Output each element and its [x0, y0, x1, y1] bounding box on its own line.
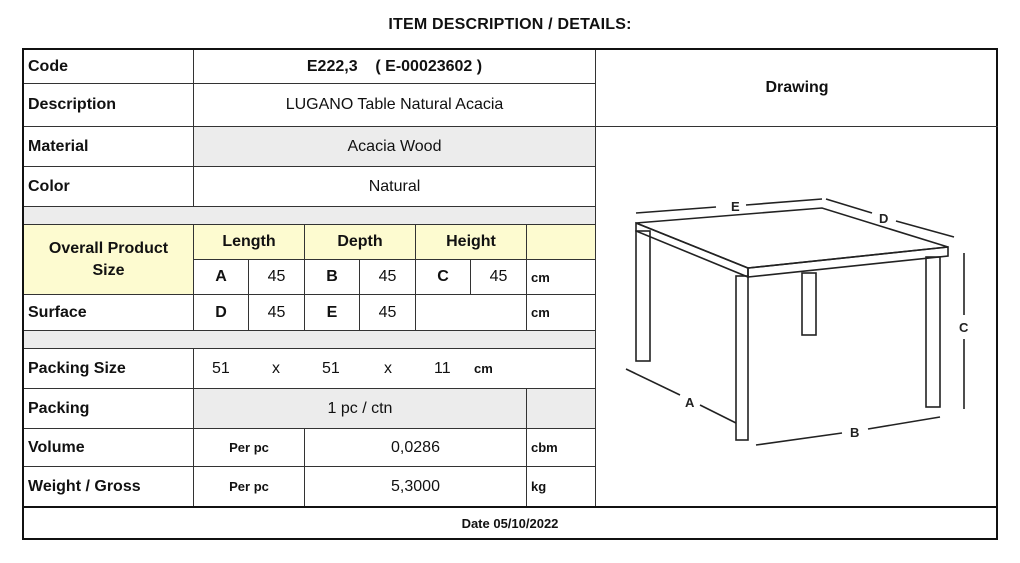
weight-label: Weight / Gross [24, 467, 194, 506]
dim-d-value: 45 [249, 295, 305, 331]
volume-value: 0,0286 [305, 429, 527, 467]
leg-back-right [802, 273, 816, 335]
volume-unit: cbm [527, 429, 596, 467]
color-label: Color [24, 167, 194, 207]
weight-value: 5,3000 [305, 467, 527, 506]
packing-label: Packing [24, 389, 194, 429]
dim-c-letter: C [416, 260, 471, 295]
material-value: Acacia Wood [194, 127, 596, 167]
packing-unit: cm [474, 361, 493, 376]
overall-size-label: Overall Product Size [24, 225, 194, 295]
volume-label: Volume [24, 429, 194, 467]
color-value: Natural [194, 167, 596, 207]
dim-e-value: 45 [360, 295, 416, 331]
dim-c-value: 45 [471, 260, 527, 295]
unit-header-blank [527, 225, 596, 260]
description-value: LUGANO Table Natural Acacia [194, 84, 596, 127]
packing-width: 51 [212, 359, 230, 377]
packing-size-label: Packing Size [24, 349, 194, 389]
dim-d-label: D [879, 211, 889, 226]
packing-blank [527, 389, 596, 429]
table-drawing [596, 127, 998, 506]
details-table [22, 48, 998, 540]
packing-value: 1 pc / ctn [194, 389, 527, 429]
dim-a-value: 45 [249, 260, 305, 295]
drawing-label: Drawing [596, 50, 998, 127]
dim-c-label: C [959, 320, 969, 335]
leg-front-right [926, 257, 940, 407]
tabletop-surface [636, 208, 948, 268]
dim-b-label: B [850, 425, 860, 440]
spacer-row [24, 207, 596, 225]
description-label: Description [24, 84, 194, 127]
dim-b-value: 45 [360, 260, 416, 295]
surface-label: Surface [24, 295, 194, 331]
dim-a-label: A [685, 395, 695, 410]
tabletop-front-edge [636, 223, 748, 277]
packing-x-1: x [272, 359, 280, 377]
code-value: E222,3 ( E-00023602 ) [194, 50, 596, 84]
surface-unit: cm [527, 295, 596, 331]
packing-x-2: x [384, 359, 392, 377]
packing-depth: 51 [322, 359, 340, 377]
dim-e-letter: E [305, 295, 360, 331]
page-title: ITEM DESCRIPTION / DETAILS: [388, 16, 632, 33]
length-header: Length [194, 225, 305, 260]
surface-blank [416, 295, 527, 331]
dim-e-label: E [731, 199, 740, 214]
spacer-row-2 [24, 331, 596, 349]
footer-date: Date 05/10/2022 [24, 506, 996, 538]
height-header: Height [416, 225, 527, 260]
volume-per: Per pc [194, 429, 305, 467]
tabletop-side-edge [748, 247, 948, 277]
depth-header: Depth [305, 225, 416, 260]
leg-front-left [736, 276, 748, 440]
weight-unit: kg [527, 467, 596, 506]
code-label: Code [24, 50, 194, 84]
weight-per: Per pc [194, 467, 305, 506]
dim-b-letter: B [305, 260, 360, 295]
dim-d-letter: D [194, 295, 249, 331]
material-label: Material [24, 127, 194, 167]
leg-back-left [636, 231, 650, 361]
packing-height: 11 [434, 359, 451, 377]
dim-a-letter: A [194, 260, 249, 295]
drawing-panel [596, 50, 998, 506]
packing-size-row [194, 349, 596, 389]
overall-unit: cm [527, 260, 596, 295]
